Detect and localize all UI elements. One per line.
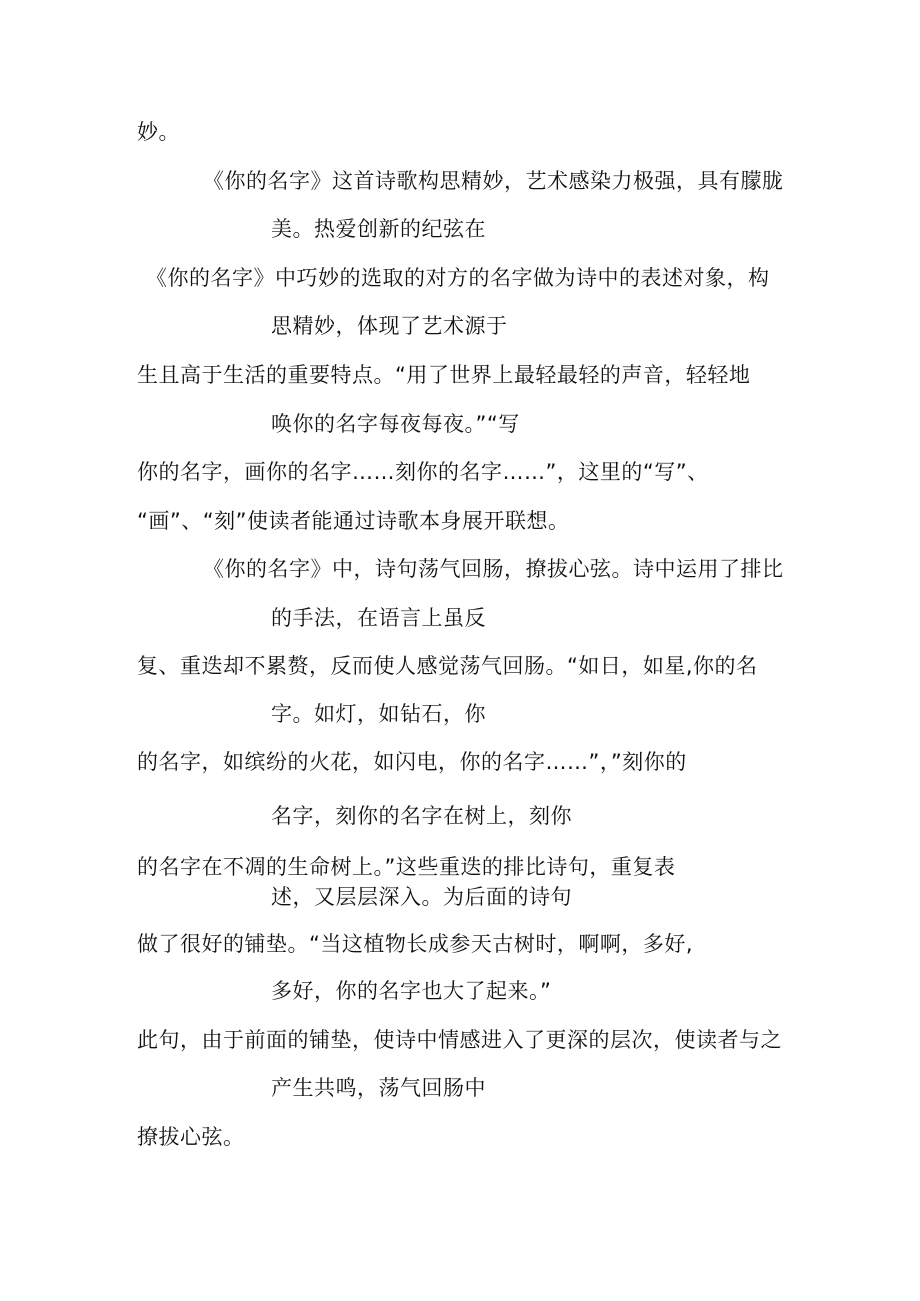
- text-line-21: 产生共鸣，荡气回肠中: [271, 1076, 486, 1100]
- text-line-18: 做了很好的铺垫。“当这植物长成参天古树时，啊啊，多好,: [137, 932, 694, 956]
- text-line-12: 复、重迭却不累赘，反而使人感觉荡气回肠。“如日，如星,你的名: [137, 654, 758, 678]
- text-line-10: 《你的名字》中，诗句荡气回肠，撩拔心弦。诗中运用了排比: [203, 557, 784, 581]
- text-line-13: 字。如灯，如钻石，你: [271, 702, 486, 726]
- text-line-15: 名字，刻你的名字在树上，刻你: [271, 804, 572, 828]
- text-line-1: 妙。: [137, 120, 180, 144]
- text-line-11: 的手法，在语言上虽反: [271, 606, 486, 630]
- text-line-14: 的名字，如缤纷的火花，如闪电，你的名字……”，”刻你的: [137, 750, 687, 774]
- text-line-3: 美。热爱创新的纪弦在: [271, 217, 486, 241]
- text-line-7: 唤你的名字每夜每夜。”“写: [271, 412, 520, 436]
- text-line-20: 此句，由于前面的铺垫，使诗中情感进入了更深的层次，使读者与之: [137, 1028, 782, 1052]
- text-line-8: 你的名字，画你的名字……刻你的名字……”，这里的“写”、: [137, 460, 709, 484]
- text-line-6: 生且高于生活的重要特点。“用了世界上最轻最轻的声音，轻轻地: [137, 363, 751, 387]
- text-line-9: “画”、“刻”使读者能通过诗歌本身展开联想。: [137, 509, 570, 533]
- text-line-16: 的名字在不凋的生命树上。”这些重迭的排比诗句，重复表: [137, 855, 676, 879]
- text-line-5: 思精妙，体现了艺术源于: [271, 314, 508, 338]
- text-line-19: 多好，你的名字也大了起来。”: [271, 979, 552, 1003]
- text-line-4: 《你的名字》中巧妙的选取的对方的名字做为诗中的表述对象，构: [146, 266, 770, 290]
- text-line-2: 《你的名字》这首诗歌构思精妙，艺术感染力极强，具有朦胧: [203, 169, 784, 193]
- text-line-22: 撩拔心弦。: [137, 1125, 245, 1149]
- text-line-17: 述，又层层深入。为后面的诗句: [271, 885, 572, 909]
